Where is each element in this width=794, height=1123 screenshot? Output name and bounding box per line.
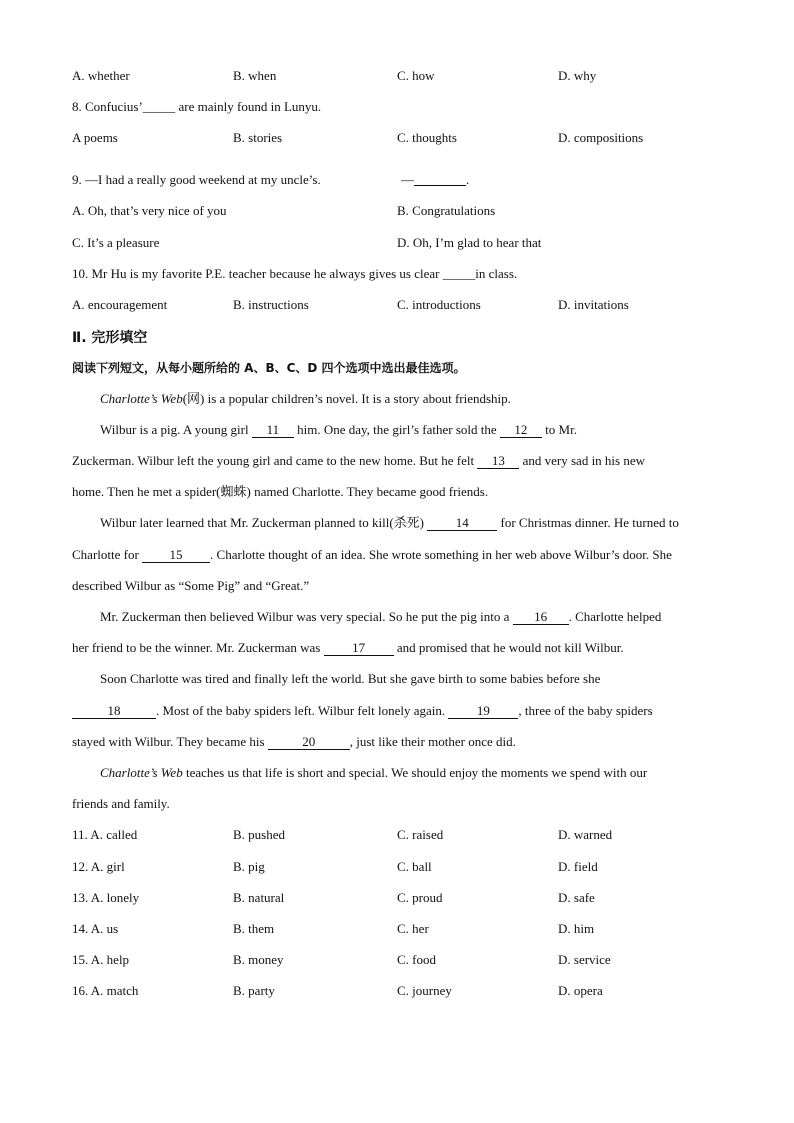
q10-text-2: in class.: [475, 266, 518, 281]
q8-options: [72, 130, 732, 146]
q12-option-c: C. ball: [397, 859, 432, 874]
q16-option-c: C. journey: [397, 983, 452, 998]
q9-reply: [401, 172, 469, 188]
q12-option-d: D. field: [558, 859, 598, 874]
p5-text-2: . Most of the baby spiders left. Wilbur felt lonely again.: [156, 703, 449, 718]
q12-option-a: 12. A. girl: [72, 859, 125, 874]
p5-text-5: , just like their mother once did.: [349, 734, 516, 749]
blank-19: 19: [448, 704, 518, 719]
p4-text-2: . Charlotte helped: [568, 609, 662, 624]
passage-p2-line2: [72, 453, 722, 469]
blank-16: 16: [513, 610, 569, 625]
p2-text-2: him. One day, the girl’s father sold the: [293, 422, 500, 437]
q8-text-1: 8. Confucius’: [72, 99, 143, 114]
q7-option-d: D. why: [558, 68, 597, 83]
q7-option-a: A. whether: [72, 68, 130, 83]
q8-option-d: D. compositions: [558, 130, 644, 145]
q13-option-b: B. natural: [233, 890, 285, 905]
p6-text-1: teaches us that life is short and special. We should enjoy the moments we spend with our: [182, 765, 648, 780]
section-title: Ⅱ. 完形填空: [72, 330, 148, 346]
q10-option-d: D. invitations: [558, 297, 629, 312]
blank-13: 13: [477, 454, 519, 469]
q13-option-d: D. safe: [558, 890, 595, 905]
passage-p4-line1: [72, 609, 750, 625]
p3-text-4: . Charlotte thought of an idea. She wrote something in her web above Wilbur’s door. She: [210, 547, 672, 562]
passage-p5-line1: [72, 671, 750, 687]
passage-p3-line3: [72, 578, 722, 594]
q11-option-d: D. warned: [558, 827, 613, 842]
q15-options: [72, 952, 732, 968]
q11-option-c: C. raised: [397, 827, 444, 842]
q7-option-c: C. how: [397, 68, 435, 83]
q8-stem: [72, 99, 321, 115]
p3-text-3: Charlotte for: [72, 547, 143, 562]
q8-blank: _____: [142, 99, 176, 114]
p3-text-5: described Wilbur as “Some Pig” and “Great.”: [72, 578, 310, 593]
passage-p4-line2: [72, 640, 722, 656]
q10-stem: [72, 266, 517, 282]
q7-options: [72, 68, 732, 84]
q8-option-c: C. thoughts: [397, 130, 457, 145]
q10-options: [72, 297, 732, 313]
q9-options-row2: [72, 235, 732, 251]
p4-text-4: and promised that he would not kill Wilbur.: [393, 640, 624, 655]
p5-text-3: , three of the baby spiders: [518, 703, 653, 718]
passage-p6-line2: [72, 796, 722, 812]
book-title: Charlotte’s Web: [100, 391, 183, 406]
q11-option-b: B. pushed: [233, 827, 285, 842]
q14-options: [72, 921, 732, 937]
p2-text-5: and very sad in his new: [519, 453, 646, 468]
q15-option-c: C. food: [397, 952, 436, 967]
q10-option-c: C. introductions: [397, 297, 481, 312]
blank-17: 17: [324, 641, 394, 656]
blank-20: 20: [268, 735, 350, 750]
q9-blank: ________: [414, 172, 466, 187]
blank-14: 14: [427, 516, 497, 531]
q11-options: [72, 827, 732, 843]
q15-option-b: B. money: [233, 952, 284, 967]
q9-option-b: B. Congratulations: [397, 203, 496, 218]
blank-12: 12: [500, 423, 542, 438]
q9-dash: —: [401, 172, 414, 187]
passage-p3-line1: [72, 515, 750, 531]
p3-text-2: for Christmas dinner. He turned to: [497, 515, 679, 530]
p4-text-3: her friend to be the winner. Mr. Zuckerman was: [72, 640, 324, 655]
passage-p5-line3: [72, 734, 722, 750]
section-instruction: 阅读下列短文，从每小题所给的 A、B、C、D 四个选项中选出最佳选项。: [72, 361, 466, 375]
q9-option-c: C. It’s a pleasure: [72, 235, 160, 250]
q10-option-b: B. instructions: [233, 297, 309, 312]
q11-option-a: 11. A. called: [72, 827, 138, 842]
passage-p2-line3: [72, 484, 722, 500]
q9-option-a: A. Oh, that’s very nice of you: [72, 203, 227, 218]
q9-text: 9. —I had a really good weekend at my uncle’s.: [72, 172, 321, 187]
q8-option-b: B. stories: [233, 130, 283, 145]
q13-option-a: 13. A. lonely: [72, 890, 140, 905]
p3-text-1: Wilbur later learned that Mr. Zuckerman planned to kill(杀死): [100, 515, 428, 530]
q7-option-b: B. when: [233, 68, 277, 83]
q9-option-d: D. Oh, I’m glad to hear that: [397, 235, 542, 250]
p4-text-1: Mr. Zuckerman then believed Wilbur was very special. So he put the pig into a: [100, 609, 513, 624]
q8-option-a: A poems: [72, 130, 118, 145]
blank-11: 11: [252, 423, 294, 438]
passage-p5-line2: [72, 703, 722, 719]
p6-text-2: friends and family.: [72, 796, 170, 811]
q14-option-d: D. him: [558, 921, 595, 936]
p5-text-1: Soon Charlotte was tired and finally left the world. But she gave birth to some babies before she: [100, 671, 601, 686]
book-title-2: Charlotte’s Web: [100, 765, 183, 780]
blank-15: 15: [142, 548, 210, 563]
q16-option-a: 16. A. match: [72, 983, 139, 998]
passage-p6-line1: [72, 765, 750, 781]
p5-text-4: stayed with Wilbur. They became his: [72, 734, 268, 749]
q16-option-d: D. opera: [558, 983, 603, 998]
q16-options: [72, 983, 732, 999]
p2-text-6: home. Then he met a spider(蜘蛛) named Charlotte. They became good friends.: [72, 484, 489, 499]
passage-p1: [72, 391, 750, 407]
q15-option-a: 15. A. help: [72, 952, 130, 967]
p1-text: (网) is a popular children’s novel. It is a story about friendship.: [182, 391, 511, 406]
q12-options: [72, 859, 732, 875]
p2-text-4: Zuckerman. Wilbur left the young girl and came to the new home. But he felt: [72, 453, 478, 468]
p2-text-1: Wilbur is a pig. A young girl: [100, 422, 252, 437]
q13-options: [72, 890, 732, 906]
q10-option-a: A. encouragement: [72, 297, 168, 312]
q14-option-b: B. them: [233, 921, 275, 936]
q14-option-c: C. her: [397, 921, 429, 936]
q12-option-b: B. pig: [233, 859, 265, 874]
blank-18: 18: [72, 704, 156, 719]
q9-options-row1: [72, 203, 732, 219]
q10-text-1: 10. Mr Hu is my favorite P.E. teacher because he always gives us clear: [72, 266, 443, 281]
passage-p2-line1: [72, 422, 750, 438]
q14-option-a: 14. A. us: [72, 921, 119, 936]
q13-option-c: C. proud: [397, 890, 443, 905]
q10-blank: _____: [442, 266, 476, 281]
p2-text-3: to Mr.: [541, 422, 577, 437]
passage-p3-line2: [72, 547, 722, 563]
q8-text-2: are mainly found in Lunyu.: [175, 99, 322, 114]
q9-stem: [72, 172, 321, 188]
q15-option-d: D. service: [558, 952, 611, 967]
q16-option-b: B. party: [233, 983, 275, 998]
q9-end: .: [466, 172, 470, 187]
